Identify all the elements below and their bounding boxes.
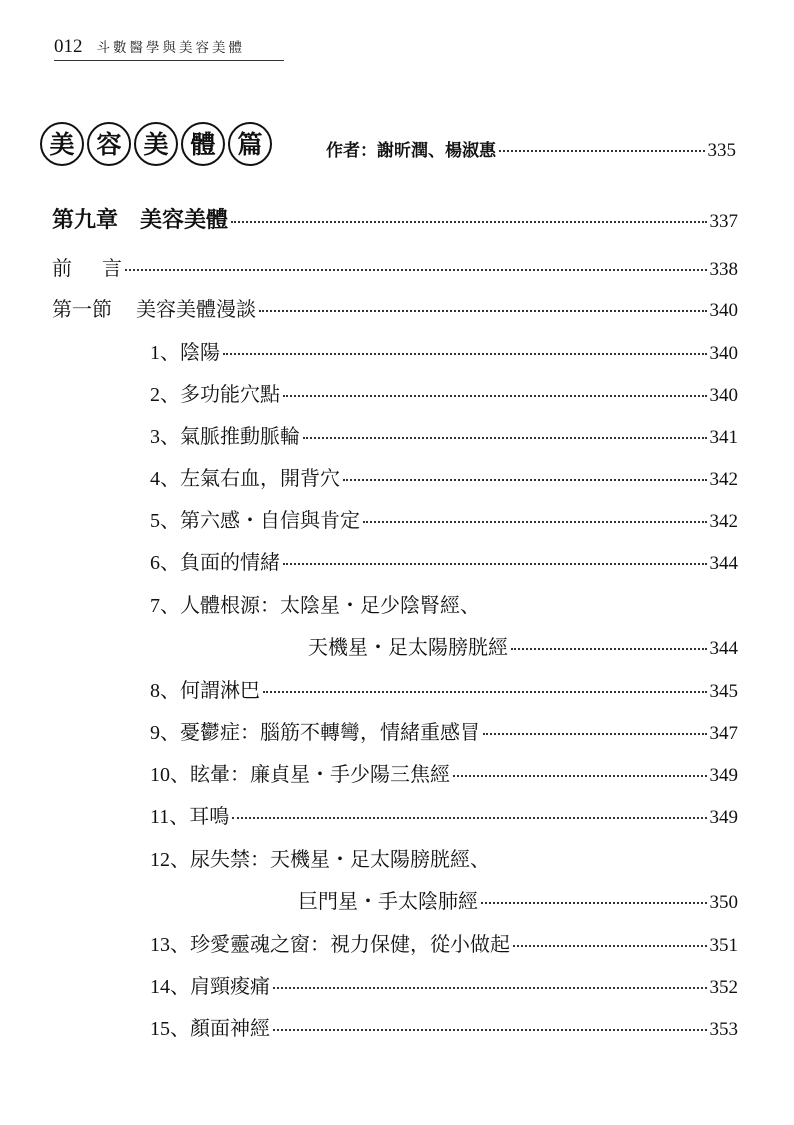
page-ref: 335 <box>707 140 736 161</box>
preface-label: 前 <box>52 256 72 280</box>
page-ref: 347 <box>709 723 738 744</box>
item-title: 左氣右血，開背穴 <box>180 466 340 490</box>
dot-leader <box>499 150 705 152</box>
toc-section-entry <box>52 293 738 322</box>
part-title-char: 美 <box>134 122 178 166</box>
item-title: 憂鬱症：腦筋不轉彎，情緒重感冒 <box>180 720 480 744</box>
toc-item: 7 、 人體根源：太陰星・足少陰腎經、 <box>150 589 738 618</box>
item-number: 15 <box>150 1018 170 1040</box>
part-title-char: 美 <box>40 122 84 166</box>
item-title: 何謂淋巴 <box>180 678 260 702</box>
toc-item: 3 、 氣脈推動脈輪 341 <box>150 420 738 449</box>
dot-leader <box>125 269 707 271</box>
chapter-title: 美容美體 <box>140 208 229 233</box>
toc-item-continuation <box>298 885 738 914</box>
item-title-continuation: 巨門星・手太陰肺經 <box>298 889 478 913</box>
toc-item: 12 、 尿失禁：天機星・足太陽膀胱經、 <box>150 843 738 872</box>
part-title-char: 體 <box>181 122 225 166</box>
item-number: 4 <box>150 468 160 490</box>
item-number: 3 <box>150 426 160 448</box>
dot-leader <box>231 221 706 223</box>
toc-item: 8 、 何謂淋巴 345 <box>150 674 738 703</box>
item-title: 第六感・自信與肯定 <box>180 508 360 532</box>
item-title: 肩頸痠痛 <box>190 974 270 998</box>
item-title: 眩暈：廉貞星・手少陽三焦經 <box>190 762 450 786</box>
dot-leader <box>481 902 707 904</box>
dot-leader <box>363 521 707 523</box>
item-title: 耳鳴 <box>189 804 230 828</box>
preface-label: 言 <box>102 256 122 280</box>
dot-leader <box>273 1029 707 1031</box>
toc-item: 4 、 左氣右血，開背穴 342 <box>150 462 738 491</box>
dot-leader <box>511 648 707 650</box>
dot-leader <box>513 945 707 947</box>
page-ref: 349 <box>709 807 738 828</box>
toc-item: 11 、 耳鳴 349 <box>150 800 738 829</box>
item-number: 6 <box>150 552 160 574</box>
page-ref: 338 <box>709 259 738 280</box>
item-number: 8 <box>150 680 160 702</box>
dot-leader <box>283 395 707 397</box>
page-ref: 351 <box>709 935 738 956</box>
book-title: 斗數醫學與美容美體 <box>96 40 245 56</box>
page-ref: 349 <box>709 765 738 786</box>
toc-item: 6 、 負面的情緒 344 <box>150 546 738 575</box>
item-number: 7 <box>150 595 160 617</box>
running-header <box>54 36 284 61</box>
item-title: 氣脈推動脈輪 <box>180 424 300 448</box>
part-author: 作者：謝昕潤、楊淑惠 <box>326 141 496 161</box>
item-number: 13 <box>150 934 170 956</box>
chapter-number: 第九章 <box>52 208 119 233</box>
toc-preface-entry <box>52 252 738 281</box>
page-ref: 340 <box>709 385 738 406</box>
dot-leader <box>232 817 706 819</box>
page-number: 012 <box>54 36 83 57</box>
part-author-entry <box>326 136 736 162</box>
item-number: 5 <box>150 510 160 532</box>
part-title <box>40 122 272 166</box>
section-number: 第一節 <box>52 297 112 321</box>
item-number: 14 <box>150 976 170 998</box>
toc-item: 10 、 眩暈：廉貞星・手少陽三焦經 349 <box>150 758 738 787</box>
page-ref: 344 <box>709 553 738 574</box>
dot-leader <box>273 987 707 989</box>
item-title: 多功能穴點 <box>180 382 280 406</box>
toc-item: 9 、 憂鬱症：腦筋不轉彎，情緒重感冒 347 <box>150 716 738 745</box>
item-number: 1 <box>150 342 160 364</box>
toc-item: 1 、 陰陽 340 <box>150 336 738 365</box>
item-title: 人體根源：太陰星・足少陰腎經、 <box>180 593 480 617</box>
toc-item: 5 、 第六感・自信與肯定 342 <box>150 504 738 533</box>
item-title: 負面的情緒 <box>180 550 280 574</box>
toc-item: 13 、 珍愛靈魂之窗：視力保健，從小做起 351 <box>150 928 738 957</box>
dot-leader <box>453 775 707 777</box>
page-ref: 345 <box>709 681 738 702</box>
dot-leader <box>303 437 707 439</box>
item-number: 9 <box>150 722 160 744</box>
item-number: 10 <box>150 764 170 786</box>
part-title-char: 容 <box>87 122 131 166</box>
toc-item: 15 、 顏面神經 353 <box>150 1012 738 1041</box>
dot-leader <box>263 691 707 693</box>
page-ref: 344 <box>709 638 738 659</box>
item-number: 11 <box>150 806 170 828</box>
toc-item-continuation <box>308 631 738 660</box>
toc-item: 2 、 多功能穴點 340 <box>150 378 738 407</box>
item-number: 12 <box>150 849 170 871</box>
page-ref: 342 <box>709 469 738 490</box>
item-title: 陰陽 <box>180 340 220 364</box>
dot-leader <box>223 353 707 355</box>
toc-item: 14 、 肩頸痠痛 352 <box>150 970 738 999</box>
dot-leader <box>483 733 707 735</box>
dot-leader <box>259 310 707 312</box>
page-ref: 353 <box>709 1019 738 1040</box>
page-ref: 340 <box>709 343 738 364</box>
page-ref: 341 <box>709 427 738 448</box>
page-ref: 340 <box>709 300 738 321</box>
page-ref: 342 <box>709 511 738 532</box>
item-title-continuation: 天機星・足太陽膀胱經 <box>308 635 508 659</box>
toc-chapter-entry <box>52 203 738 234</box>
item-title: 尿失禁：天機星・足太陽膀胱經、 <box>190 847 490 871</box>
dot-leader <box>283 563 707 565</box>
page-ref: 350 <box>709 892 738 913</box>
item-title: 珍愛靈魂之窗：視力保健，從小做起 <box>190 932 510 956</box>
item-number: 2 <box>150 384 160 406</box>
page-ref: 352 <box>709 977 738 998</box>
dot-leader <box>343 479 707 481</box>
part-title-char: 篇 <box>228 122 272 166</box>
page-ref: 337 <box>709 211 738 232</box>
section-title: 美容美體漫談 <box>136 297 256 321</box>
item-title: 顏面神經 <box>190 1016 270 1040</box>
